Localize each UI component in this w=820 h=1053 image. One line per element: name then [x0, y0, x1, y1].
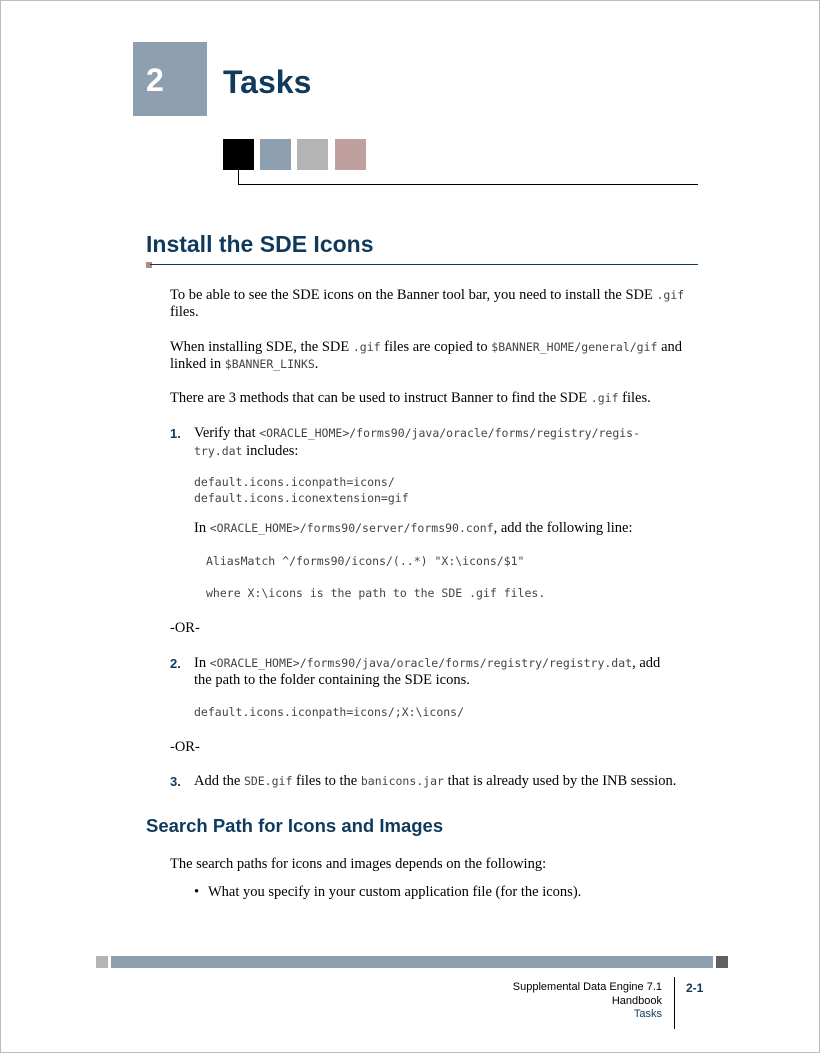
decor-square-blue [260, 139, 291, 170]
step-2-text-cont [194, 672, 470, 689]
inline-code: <ORACLE_HOME>/forms90/java/oracle/forms/registry/regis- [259, 426, 641, 440]
decor-connector-horizontal [238, 184, 698, 185]
footer-book-title: Supplemental Data Engine 7.1 [512, 981, 662, 993]
inline-code: <ORACLE_HOME>/forms90/java/oracle/forms/registry/registry.dat [209, 656, 633, 670]
step-3-text [194, 773, 676, 790]
decor-square-gray [297, 139, 328, 170]
text-run: files to the [292, 773, 361, 789]
footer-bar [111, 956, 713, 968]
inline-code: .gif [352, 340, 381, 354]
footer-section-name: Tasks [633, 1008, 662, 1020]
text-run: Add the [194, 773, 244, 789]
paragraph-methods [170, 390, 651, 407]
paragraph-install-location-cont [170, 356, 318, 373]
code-block-alias: AliasMatch ^/forms90/icons/(..*) "X:\icons/$1" [206, 554, 525, 568]
decor-square-rose [335, 139, 366, 170]
decor-square-black [223, 139, 254, 170]
chapter-number: 2 [146, 62, 164, 98]
text-run: includes: [242, 443, 299, 459]
text-run: and [657, 339, 682, 355]
inline-code: SDE.gif [243, 774, 293, 788]
inline-code: <ORACLE_HOME>/forms90/server/forms90.conf [209, 521, 494, 535]
step-1-text [194, 425, 640, 442]
text-run: When installing SDE, the SDE [170, 339, 353, 355]
bullet-item-custom-app: What you specify in your custom application file (for the icons). [208, 884, 582, 900]
footer-book-subtitle: Handbook [611, 994, 662, 1007]
inline-code: .gif [656, 288, 685, 302]
footer-bar-right-block [716, 956, 728, 968]
decor-connector-vertical [238, 170, 239, 185]
section-heading-install-icons: Install the SDE Icons [146, 231, 374, 257]
text-run: files are copied to [380, 339, 492, 355]
step-1-text-cont [194, 443, 298, 460]
text-run: In [194, 655, 210, 671]
paragraph-intro-cont [170, 304, 199, 321]
code-block-where: where X:\icons is the path to the SDE .gif files. [206, 586, 546, 600]
inline-code: banicons.jar [360, 774, 444, 788]
step-2-number: 2. [170, 656, 181, 671]
text-run: In [194, 520, 210, 536]
text-run: linked in [170, 356, 225, 372]
text-run: the path to the folder containing the SDE icons. [194, 672, 470, 688]
inline-code: try.dat [194, 444, 243, 458]
step-2-text [194, 655, 660, 672]
text-run: There are 3 methods that can be used to instruct Banner to find the SDE [170, 390, 591, 406]
step-1-number: 1. [170, 426, 181, 441]
step-1-conf-text [194, 520, 633, 537]
heading-rule [150, 264, 698, 265]
section-heading-search-path: Search Path for Icons and Images [146, 815, 444, 836]
or-separator-1: -OR- [170, 620, 200, 636]
text-run: To be able to see the SDE icons on the Banner tool bar, you need to install the SDE [170, 287, 657, 303]
text-run: , add the following line: [493, 520, 633, 536]
inline-code: .gif [590, 391, 619, 405]
paragraph-install-location [170, 339, 682, 356]
footer-divider [674, 977, 675, 1029]
heading-marker [146, 262, 152, 268]
footer-bar-left-block [96, 956, 108, 968]
text-run: that is already used by the INB session. [443, 773, 677, 789]
footer-book-info [513, 981, 662, 1022]
paragraph-intro [170, 287, 684, 304]
bullet-marker: • [194, 884, 200, 900]
step-3-number: 3. [170, 774, 181, 789]
text-run: . [314, 356, 319, 372]
or-separator-2: -OR- [170, 739, 200, 755]
page-number: 2-1 [686, 981, 704, 995]
inline-code: $BANNER_LINKS [224, 357, 315, 371]
inline-code: $BANNER_HOME/general/gif [491, 340, 658, 354]
code-block-registry: default.icons.iconpath=icons/ default.icons.iconextension=gif [194, 475, 409, 505]
chapter-title: Tasks [223, 64, 312, 100]
text-run: files. [618, 390, 651, 406]
code-block-iconpath: default.icons.iconpath=icons/;X:\icons/ [194, 705, 465, 719]
paragraph-search-path: The search paths for icons and images depends on the following: [170, 856, 547, 872]
chapter-number-box [133, 42, 207, 116]
text-run: files. [170, 304, 199, 320]
text-run: , add [632, 655, 661, 671]
text-run: Verify that [194, 425, 260, 441]
